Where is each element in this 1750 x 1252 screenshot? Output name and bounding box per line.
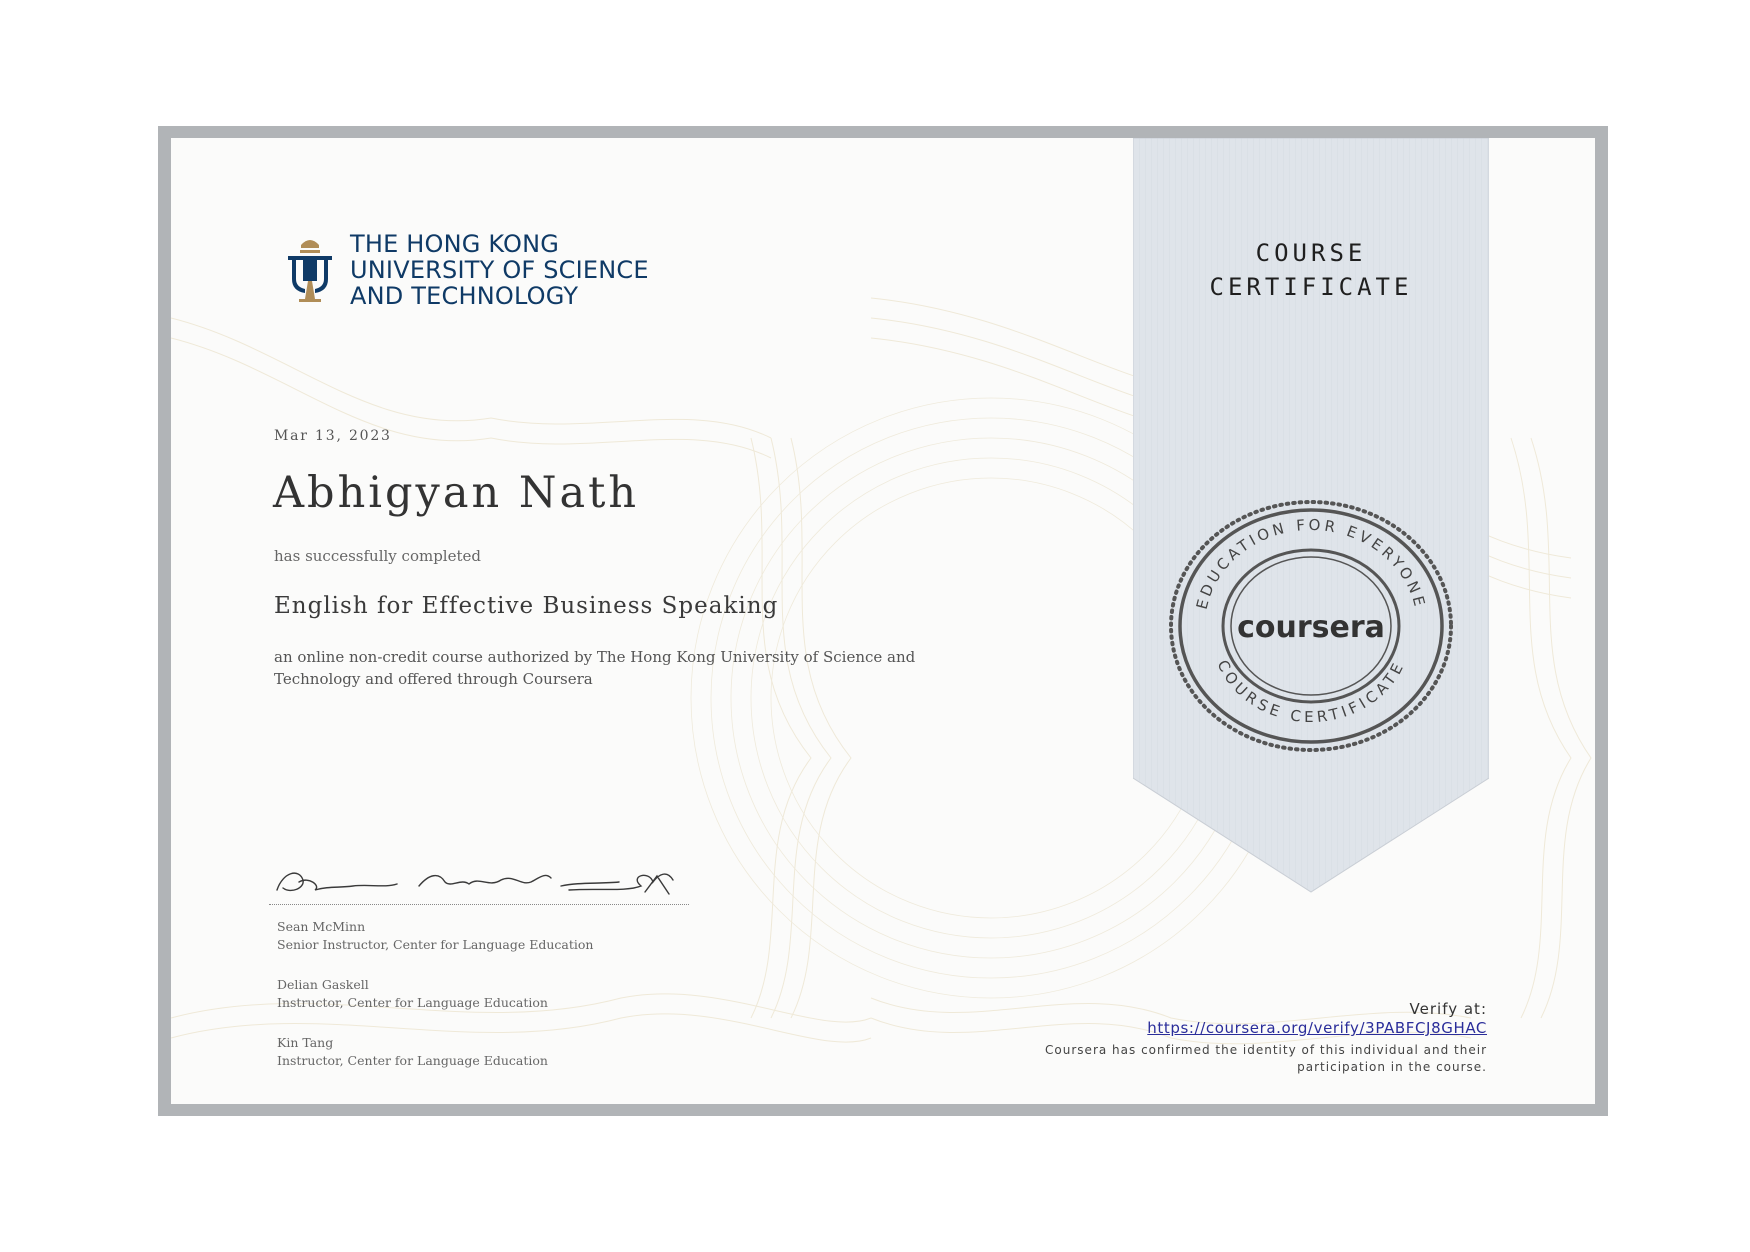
instructor-item (277, 918, 593, 954)
instructor-title: Instructor, Center for Language Education (277, 995, 548, 1010)
certificate-title-line-2: CERTIFICATE (1209, 273, 1413, 301)
instructor-title: Senior Instructor, Center for Language Education (277, 937, 594, 952)
completion-date: Mar 13, 2023 (274, 428, 392, 444)
verification-block (1027, 1000, 1487, 1076)
verify-link[interactable]: https://coursera.org/verify/3PABFCJ8GHAC (1147, 1019, 1487, 1037)
instructor-name: Delian Gaskell (277, 977, 369, 992)
signature-line (269, 904, 689, 905)
instructor-title: Instructor, Center for Language Education (277, 1053, 548, 1068)
university-name (350, 231, 649, 309)
verify-label: Verify at: (1409, 1000, 1487, 1018)
seal-top-arc-text: EDUCATION FOR EVERYONE (1192, 515, 1430, 612)
certificate-paper (171, 138, 1595, 1104)
course-description: an online non-credit course authorized by The Hong Kong University of Science and Technology and offered through Coursera (274, 648, 916, 688)
certificate-title (1133, 236, 1489, 304)
verify-note: Coursera has confirmed the identity of this individual and their participation in the course. (1045, 1043, 1487, 1074)
coursera-seal-icon (1165, 496, 1457, 756)
instructor-item (277, 1034, 593, 1070)
completed-text: has successfully completed (274, 547, 481, 565)
svg-text:COURSE CERTIFICATE (1213, 657, 1408, 726)
instructor-signatures (269, 852, 689, 902)
instructor-name: Sean McMinn (277, 919, 366, 934)
university-name-line-3: AND TECHNOLOGY (350, 282, 579, 310)
seal-brand-text: coursera (1237, 610, 1385, 645)
learner-name: Abhigyan Nath (273, 468, 640, 518)
certificate-title-line-1: COURSE (1255, 239, 1367, 267)
instructor-list (277, 918, 593, 1092)
instructor-item (277, 976, 593, 1012)
university-name-line-2: UNIVERSITY OF SCIENCE (350, 256, 649, 284)
university-name-line-1: THE HONG KONG (350, 230, 560, 258)
seal-bottom-arc-text: COURSE CERTIFICATE (1213, 657, 1409, 727)
instructor-name: Kin Tang (277, 1035, 334, 1050)
course-name: English for Effective Business Speaking (274, 593, 779, 619)
